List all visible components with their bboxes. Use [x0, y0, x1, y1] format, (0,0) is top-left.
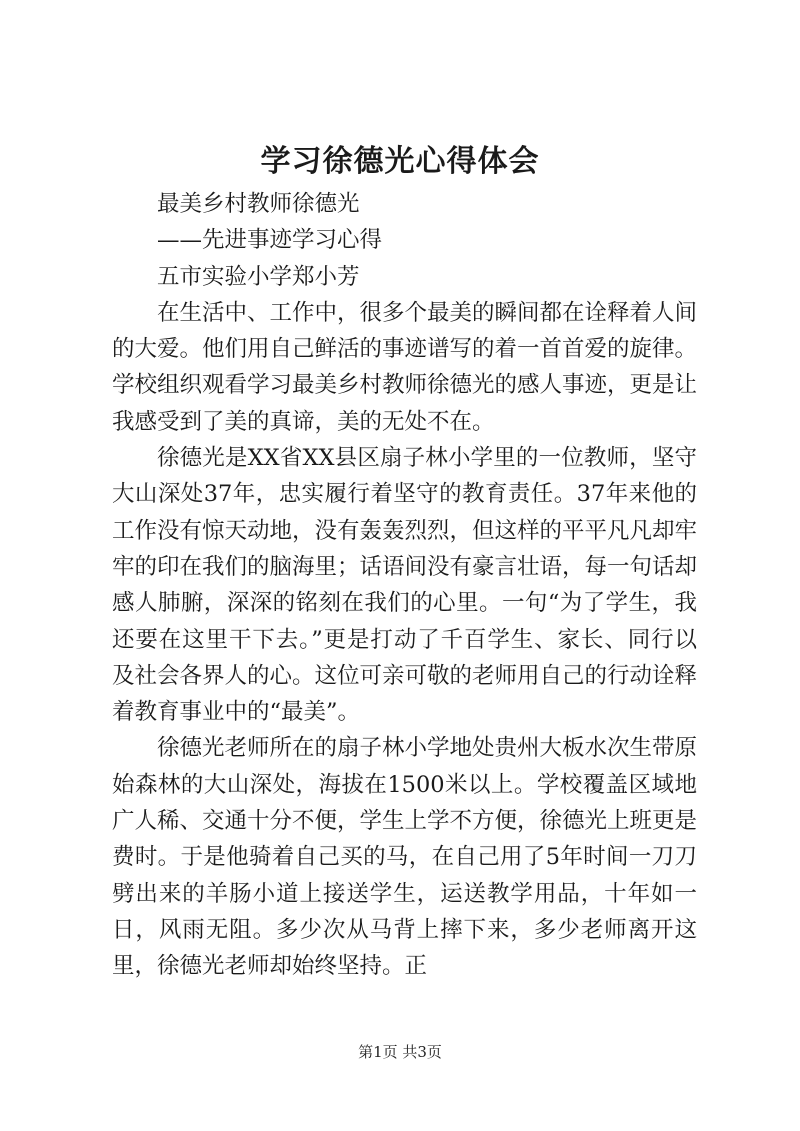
document-title: 学习徐德光心得体会: [260, 144, 540, 179]
subtitle-line: 最美乡村教师徐德光: [157, 191, 360, 217]
document-body: [112, 186, 697, 985]
author-line: 五市实验小学郑小芳: [157, 263, 360, 290]
paragraph: 徐德光老师所在的扇子林小学地处贵州大板水次生带原始森林的大山深处，海拔在1500米以上。学校覆盖区域地广人稀、交通十分不便，学生上学不方便，徐德光上班更是费时。于是他骑着自己买的马，在自己用了5年时间一刀刀劈出来的羊肠小道上接送学生，运送教学用品，十年如一日，风雨无阻。多少次从马背上摔下来，多少老师离开这里，徐德光老师却始终坚持。正: [112, 735, 698, 980]
page-number-footer: 第1页 共3页: [358, 1043, 442, 1061]
subtitle-line: ——先进事迹学习心得: [157, 227, 383, 254]
paragraph: 徐德光是XX省XX县区扇子林小学里的一位教师，坚守大山深处37年，忠实履行着坚守的教育责任。37年来他的工作没有惊天动地，没有轰轰烈烈，但这样的平平凡凡却牢牢的印在我们的脑海里；话语间没有豪言壮语，每一句话却感人肺腑，深深的铭刻在我们的心里。一句“为了学生，我还要在这里干下去。”更是打动了千百学生、家长、同行以及社会各界人的心。这位可亲可敬的老师用自己的行动诠释着教育事业中的“最美”。: [112, 445, 698, 726]
paragraph: 在生活中、工作中，很多个最美的瞬间都在诠释着人间的大爱。他们用自己鲜活的事迹谱写的着一首首爱的旋律。学校组织观看学习最美乡村教师徐德光的感人事迹，更是让我感受到了美的真谛，美的无处不在。: [112, 299, 698, 435]
